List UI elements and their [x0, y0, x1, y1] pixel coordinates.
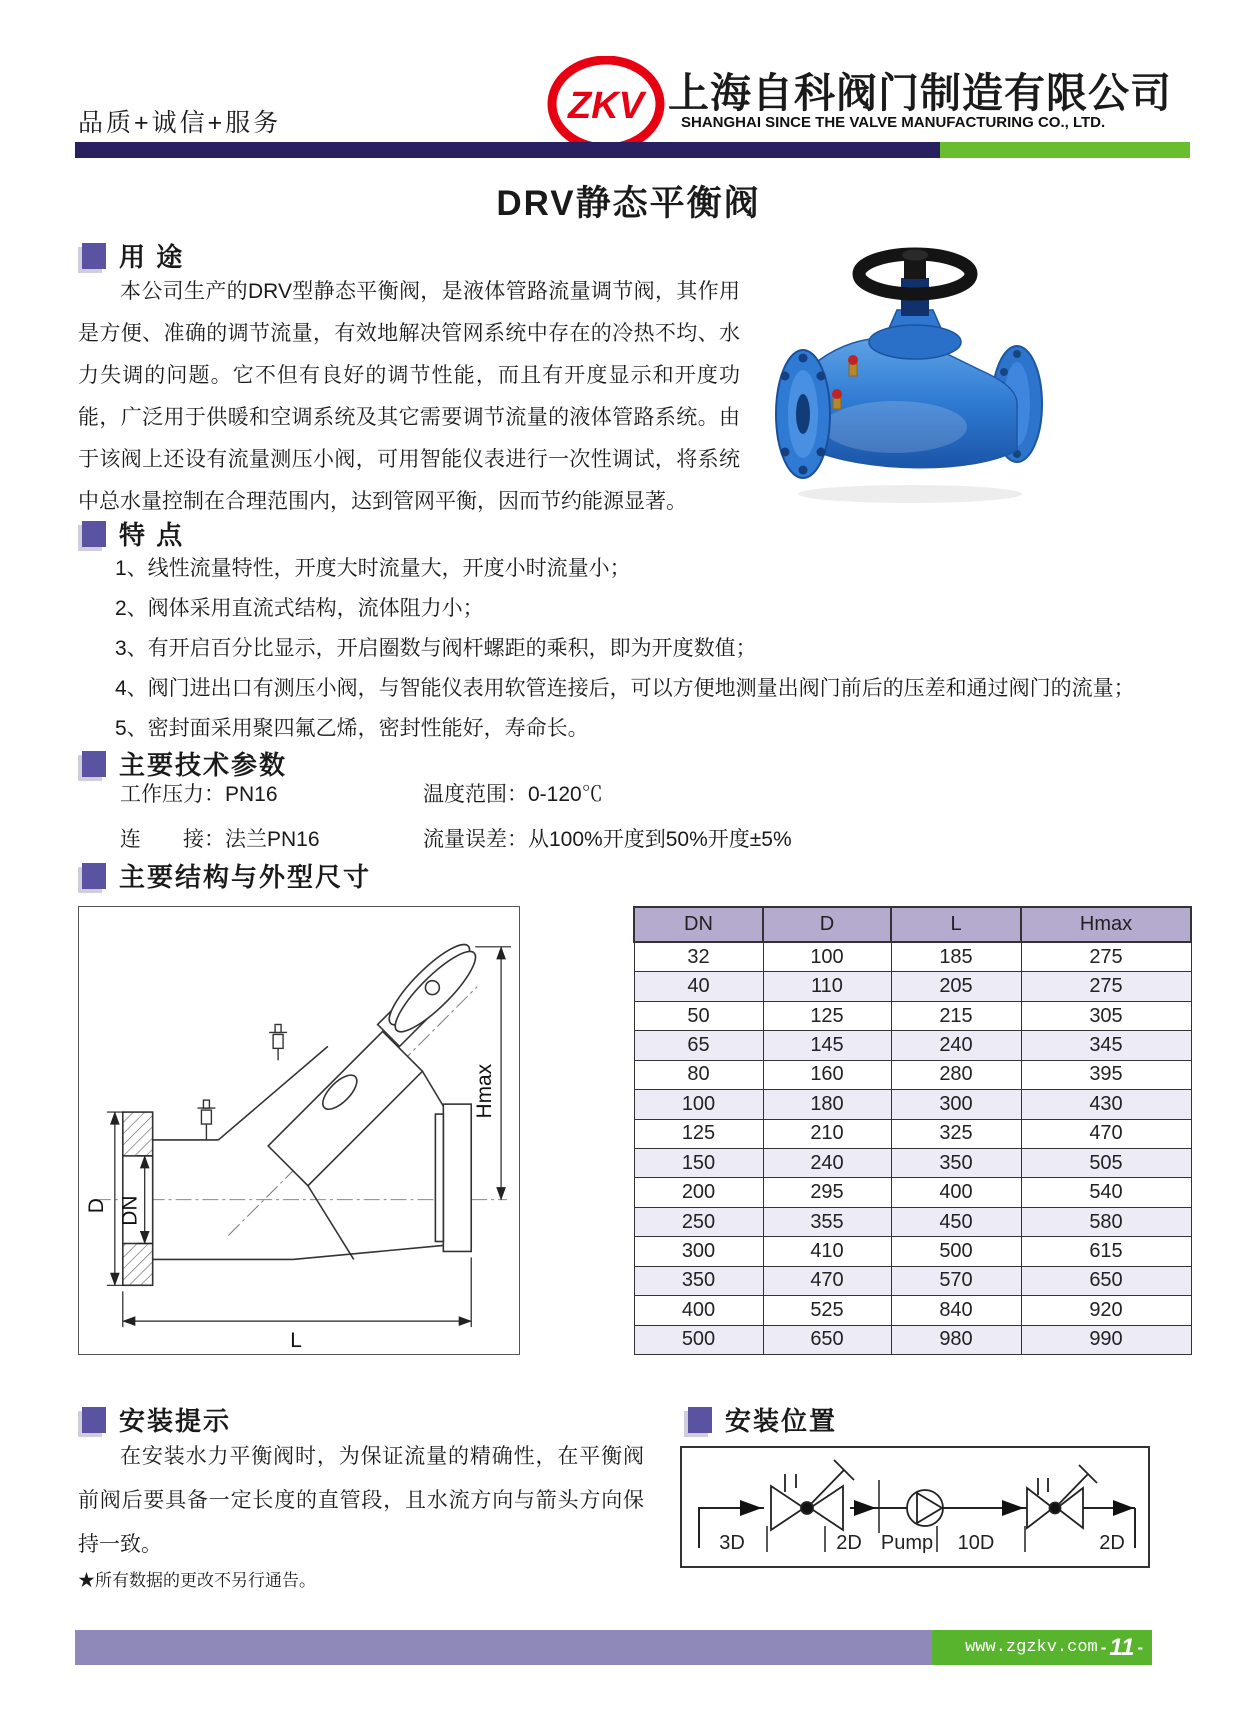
param-value: 流量误差：从100%开度到50%开度±5%	[423, 827, 792, 851]
dimension-label-l: L	[290, 1329, 302, 1353]
table-row: 65 145 240 345	[634, 1031, 1191, 1060]
header-navy-bar	[75, 142, 940, 158]
table-row: 100 180 300 430	[634, 1090, 1191, 1119]
test-cock-icon	[269, 1024, 287, 1060]
company-name-en: SHANGHAI SINCE THE VALVE MANUFACTURING CO., LTD.	[681, 114, 1106, 131]
param-value: 连 接：法兰PN16	[120, 827, 320, 851]
params-block	[120, 770, 1130, 860]
header-slogan: 品质+诚信+服务	[78, 109, 282, 137]
distance-label: 3D	[719, 1532, 745, 1554]
dimensions-table-body	[634, 942, 1191, 1355]
section-bullet-icon	[82, 863, 106, 889]
table-row: 250 355 450 580	[634, 1207, 1191, 1236]
test-cock-icon	[848, 355, 858, 376]
section-heading-label: 用 途	[119, 242, 185, 272]
section-bullet-icon	[82, 1407, 106, 1433]
dimensions-table-head	[634, 907, 1191, 942]
params-row	[120, 815, 1130, 860]
balancing-valve-icon	[771, 1460, 854, 1530]
param-value: 工作压力：PN16	[120, 782, 278, 806]
footer-separator: -	[1100, 1637, 1107, 1657]
section-heading-label: 安装位置	[725, 1406, 838, 1436]
footer-website: www.zgzkv.com	[965, 1638, 1098, 1657]
pump-icon	[907, 1490, 943, 1526]
table-row: 300 410 500 615	[634, 1237, 1191, 1266]
column-header: L	[891, 907, 1021, 942]
feature-item: 2、阀体采用直流式结构，流体阻力小；	[115, 597, 484, 620]
drawing-handwheel	[380, 935, 485, 1041]
table-row: 32 100 185 275	[634, 942, 1191, 972]
test-cock-icon	[197, 1100, 215, 1140]
column-header: D	[763, 907, 891, 942]
footer-purple-bar	[75, 1630, 932, 1665]
section-heading-label: 安装提示	[119, 1406, 232, 1436]
balancing-valve-icon	[1027, 1465, 1097, 1528]
feature-item: 1、线性流量特性，开度大时流量大，开度小时流量小；	[115, 557, 631, 580]
usage-paragraph: 本公司生产的DRV型静态平衡阀，是液体管路流量调节阀，其作用是方便、准确的调节流量，有效地解决管网系统中存在的冷热不均、水力失调的问题。它不但有良好的调节性能，而且有开度显示和开度功能，广泛用于供暖和空调系统及其它需要调节流量的液体管路系统。由于该阀上还设有流量测压小阀，可用智能仪表进行一次性调试，将系统中总水量控制在合理范围内，达到管网平衡，因而节约能源显著。	[78, 280, 740, 513]
company-name-cn: 上海自科阀门制造有限公司	[668, 70, 1172, 116]
footer-green-bar	[932, 1630, 1152, 1665]
page-title: DRV静态平衡阀	[496, 184, 761, 223]
table-row: 400 525 840 920	[634, 1296, 1191, 1325]
distance-label: 2D	[1099, 1532, 1125, 1554]
dimension-label-dn: DN	[118, 1195, 142, 1226]
dimension-label-hmax: Hmax	[473, 1063, 497, 1119]
table-header-row	[634, 907, 1191, 942]
params-row	[120, 770, 1130, 815]
test-cock-icon	[832, 389, 842, 409]
installation-diagram	[680, 1446, 1150, 1568]
table-row: 350 470 570 650	[634, 1266, 1191, 1295]
footnote: ★所有数据的更改不另行通告。	[78, 1571, 316, 1590]
section-bullet-icon	[688, 1407, 712, 1433]
feature-item: 3、有开启百分比显示，开启圈数与阀杆螺距的乘积，即为开度数值；	[115, 637, 757, 660]
install-tips-paragraph: 在安装水力平衡阀时，为保证流量的精确性，在平衡阀前阀后要具备一定长度的直管段，且水流方向与箭头方向保持一致。	[78, 1445, 644, 1556]
dimension-l	[123, 1257, 471, 1327]
valve-photo	[745, 222, 1057, 517]
column-header: DN	[634, 907, 763, 942]
table-row: 150 240 350 505	[634, 1149, 1191, 1178]
section-bullet-icon	[82, 751, 106, 777]
section-heading-features	[82, 515, 184, 552]
section-heading-label: 主要结构与外型尺寸	[119, 862, 372, 892]
pump-label: Pump	[880, 1532, 934, 1554]
section-heading-dimensions	[82, 857, 371, 894]
features-list	[115, 549, 1197, 749]
photo-shadow	[798, 485, 1022, 503]
logo-text: ZKV	[568, 85, 644, 127]
section-heading-label: 主要技术参数	[119, 750, 288, 780]
body-highlight	[823, 401, 967, 453]
header-green-bar	[940, 142, 1190, 158]
section-bullet-icon	[82, 243, 106, 269]
feature-item: 5、密封面采用聚四氟乙烯，密封性能好，寿命长。	[115, 717, 589, 740]
dimension-label-d: D	[84, 1198, 108, 1214]
footer-separator: -	[1137, 1637, 1143, 1657]
table-row: 125 210 325 470	[634, 1119, 1191, 1148]
distance-label: 10D	[957, 1532, 995, 1554]
table-row: 80 160 280 395	[634, 1060, 1191, 1089]
param-value: 温度范围：0-120℃	[423, 782, 603, 806]
section-bullet-icon	[82, 521, 106, 547]
table-row: 40 110 205 275	[634, 972, 1191, 1001]
section-heading-install-tips	[82, 1401, 231, 1438]
table-row: 500 650 980 990	[634, 1325, 1191, 1354]
drawing-body	[153, 995, 472, 1260]
valve-technical-drawing	[78, 906, 520, 1355]
distance-label: 2D	[836, 1532, 862, 1554]
table-row: 50 125 215 305	[634, 1001, 1191, 1030]
section-heading-usage	[82, 237, 184, 274]
page-number: 11	[1109, 1633, 1135, 1661]
left-flange	[776, 350, 830, 478]
zkv-logo	[546, 56, 666, 152]
section-heading-install-position	[688, 1401, 837, 1438]
feature-item: 4、阀门进出口有测压小阀，与智能仪表用软管连接后，可以方便地测量出阀门前后的压差和通过阀门的流量；	[115, 677, 1135, 700]
section-heading-label: 特 点	[119, 520, 185, 550]
dimensions-table	[633, 906, 1192, 1355]
column-header: Hmax	[1021, 907, 1191, 942]
table-row: 200 295 400 540	[634, 1178, 1191, 1207]
